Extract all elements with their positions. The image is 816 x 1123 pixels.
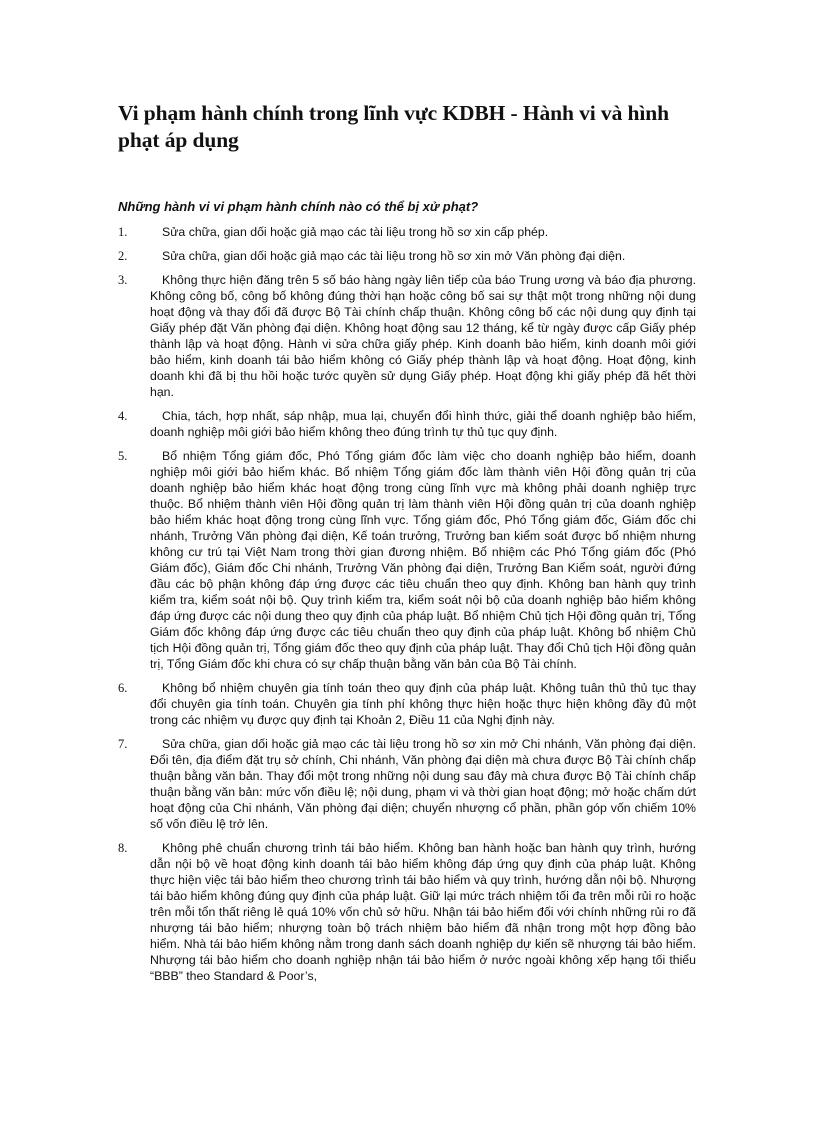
- list-item-number: 4.: [118, 409, 128, 423]
- list-item: [118, 736, 696, 832]
- list-item-number: 1.: [118, 225, 128, 239]
- list-item: [118, 448, 696, 672]
- list-item-text: Bổ nhiệm Tổng giám đốc, Phó Tổng giám đốc làm việc cho doanh nghiệp bảo hiểm, doanh nghiệp môi giới bảo hiểm khác. Bổ nhiệm Tổng giám đốc làm thành viên Hội đồng quản trị của doanh nghiệp bảo hiểm khác hoạt động trong cùng lĩnh vực mà không phải doanh nghiệp trực thuộc. Bổ nhiệm thành viên Hội đồng quản trị làm thành viên Hội đồng quản trị của doanh nghiệp bảo hiểm khác hoạt động trong cùng lĩnh vực. Tổng giám đốc, Phó Tổng giám đốc, Giám đốc chi nhánh, Trưởng Văn phòng đại diện, Kế toán trưởng, Trưởng ban kiểm soát được bổ nhiệm nhưng không cư trú tại Việt Nam trong thời gian đương nhiệm. Bổ nhiệm các Phó Tổng giám đốc (Phó Giám đốc), Giám đốc Chi nhánh, Trưởng Văn phòng đại diện, Trưởng Ban Kiểm soát, người đứng đầu các bộ phận không đáp ứng được các tiêu chuẩn theo quy định. Không ban hành quy trình kiểm tra, kiểm soát nội bộ. Quy trình kiểm tra, kiểm soát nội bộ của doanh nghiệp bảo hiểm không đáp ứng được các nội dung theo quy định của pháp luật. Bổ nhiệm Chủ tịch Hội đồng quản trị, Tổng Giám đốc không đáp ứng được các tiêu chuẩn theo quy định của pháp luật. Không bổ nhiệm Chủ tịch Hội đồng quản trị, Tổng giám đốc theo quy định của pháp luật. Thay đổi Chủ tịch Hội đồng quản trị, Tổng Giám đốc khi chưa có sự chấp thuận bằng văn bản của Bộ Tài chính.: [150, 449, 696, 671]
- list-item: [118, 272, 696, 400]
- violation-list: [118, 224, 696, 984]
- list-item-text: Sửa chữa, gian dối hoặc giả mạo các tài liệu trong hồ sơ xin mở Chi nhánh, Văn phòng đại diện. Đổi tên, địa điểm đặt trụ sở chính, Chi nhánh, Văn phòng đại diện mà chưa được Bộ Tài chính chấp thuận bằng văn bản. Thay đổi một trong những nội dung sau đây mà chưa được Bộ Tài chính chấp thuận bằng văn bản: mức vốn điều lệ; nội dung, phạm vi và thời gian hoạt động; mở hoặc chấm dứt hoạt động của Chi nhánh, Văn phòng đại diện; chuyển nhượng cổ phần, phần góp vốn chiếm 10% số vốn điều lệ trở lên.: [150, 737, 696, 831]
- list-item-number: 8.: [118, 841, 128, 855]
- list-item: [118, 224, 696, 240]
- list-item-number: 5.: [118, 449, 128, 463]
- list-item: [118, 408, 696, 440]
- list-item: [118, 840, 696, 984]
- list-item-number: 6.: [118, 681, 128, 695]
- list-item-text: Sửa chữa, gian dối hoặc giả mạo các tài liệu trong hồ sơ xin mở Văn phòng đại diện.: [162, 249, 626, 263]
- list-item-number: 7.: [118, 737, 128, 751]
- list-item-text: Sửa chữa, gian dối hoặc giả mạo các tài liệu trong hồ sơ xin cấp phép.: [162, 225, 549, 239]
- list-item-text: Không phê chuẩn chương trình tái bảo hiểm. Không ban hành hoặc ban hành quy trình, hướng dẫn nội bộ về hoạt động kinh doanh tái bảo hiểm không đáp ứng quy định của pháp luật. Không thực hiện việc tái bảo hiểm theo chương trình tái bảo hiểm và quy trình, hướng dẫn nội bộ. Nhượng tái bảo hiểm không đúng quy định của pháp luật. Giữ lại mức trách nhiệm tối đa trên mỗi rủi ro hoặc trên mỗi tổn thất riêng lẻ quá 10% vốn chủ sở hữu. Nhận tái bảo hiểm đối với chính những rủi ro đã nhượng tái bảo hiểm; nhượng toàn bộ trách nhiệm bảo hiểm đã nhận trong một hợp đồng bảo hiểm. Nhà tái bảo hiểm không nằm trong danh sách doanh nghiệp dự kiến sẽ nhượng tái bảo hiểm. Nhượng tái bảo hiểm cho doanh nghiệp nhận tái bảo hiểm ở nước ngoài không xếp hạng tối thiểu “BBB” theo Standard & Poor’s,: [150, 841, 696, 983]
- list-item-number: 2.: [118, 249, 128, 263]
- list-item: [118, 248, 696, 264]
- section-heading: Những hành vi vi phạm hành chính nào có thể bị xử phạt?: [118, 199, 479, 214]
- document-page: [118, 100, 696, 992]
- list-item-text: Không bổ nhiệm chuyên gia tính toán theo quy định của pháp luật. Không tuân thủ thủ tục thay đổi chuyên gia tính toán. Chuyên gia tính phí không thực hiện hoặc thực hiện không đầy đủ một trong các nhiệm vụ được quy định tại Khoản 2, Điều 11 của Nghị định này.: [150, 681, 696, 727]
- list-item-text: Không thực hiện đăng trên 5 số báo hàng ngày liên tiếp của báo Trung ương và báo địa phương. Không công bố, công bố không đúng thời hạn hoặc công bố sai sự thật một trong những nội dung hoạt động và thay đổi đã được Bộ Tài chính chấp thuận. Không công bố các nội dung quy định tại Giấy phép đặt Văn phòng đại diện. Không hoạt động sau 12 tháng, kể từ ngày được cấp Giấy phép thành lập và hoạt động. Hành vi sửa chữa giấy phép. Kinh doanh bảo hiểm, kinh doanh môi giới bảo hiểm, kinh doanh tái bảo hiểm không có Giấy phép thành lập và hoạt động. Hoạt động, kinh doanh khi đã bị thu hồi hoặc tước quyền sử dụng Giấy phép. Hoạt động khi giấy phép đã hết thời hạn.: [150, 273, 696, 399]
- list-item-text: Chia, tách, hợp nhất, sáp nhập, mua lại, chuyển đổi hình thức, giải thể doanh nghiệp bảo hiểm, doanh nghiệp môi giới bảo hiểm không theo đúng trình tự thủ tục quy định.: [150, 409, 696, 439]
- list-item-number: 3.: [118, 273, 128, 287]
- list-item: [118, 680, 696, 728]
- page-title: Vi phạm hành chính trong lĩnh vực KDBH - Hành vi và hình phạt áp dụng: [118, 101, 669, 152]
